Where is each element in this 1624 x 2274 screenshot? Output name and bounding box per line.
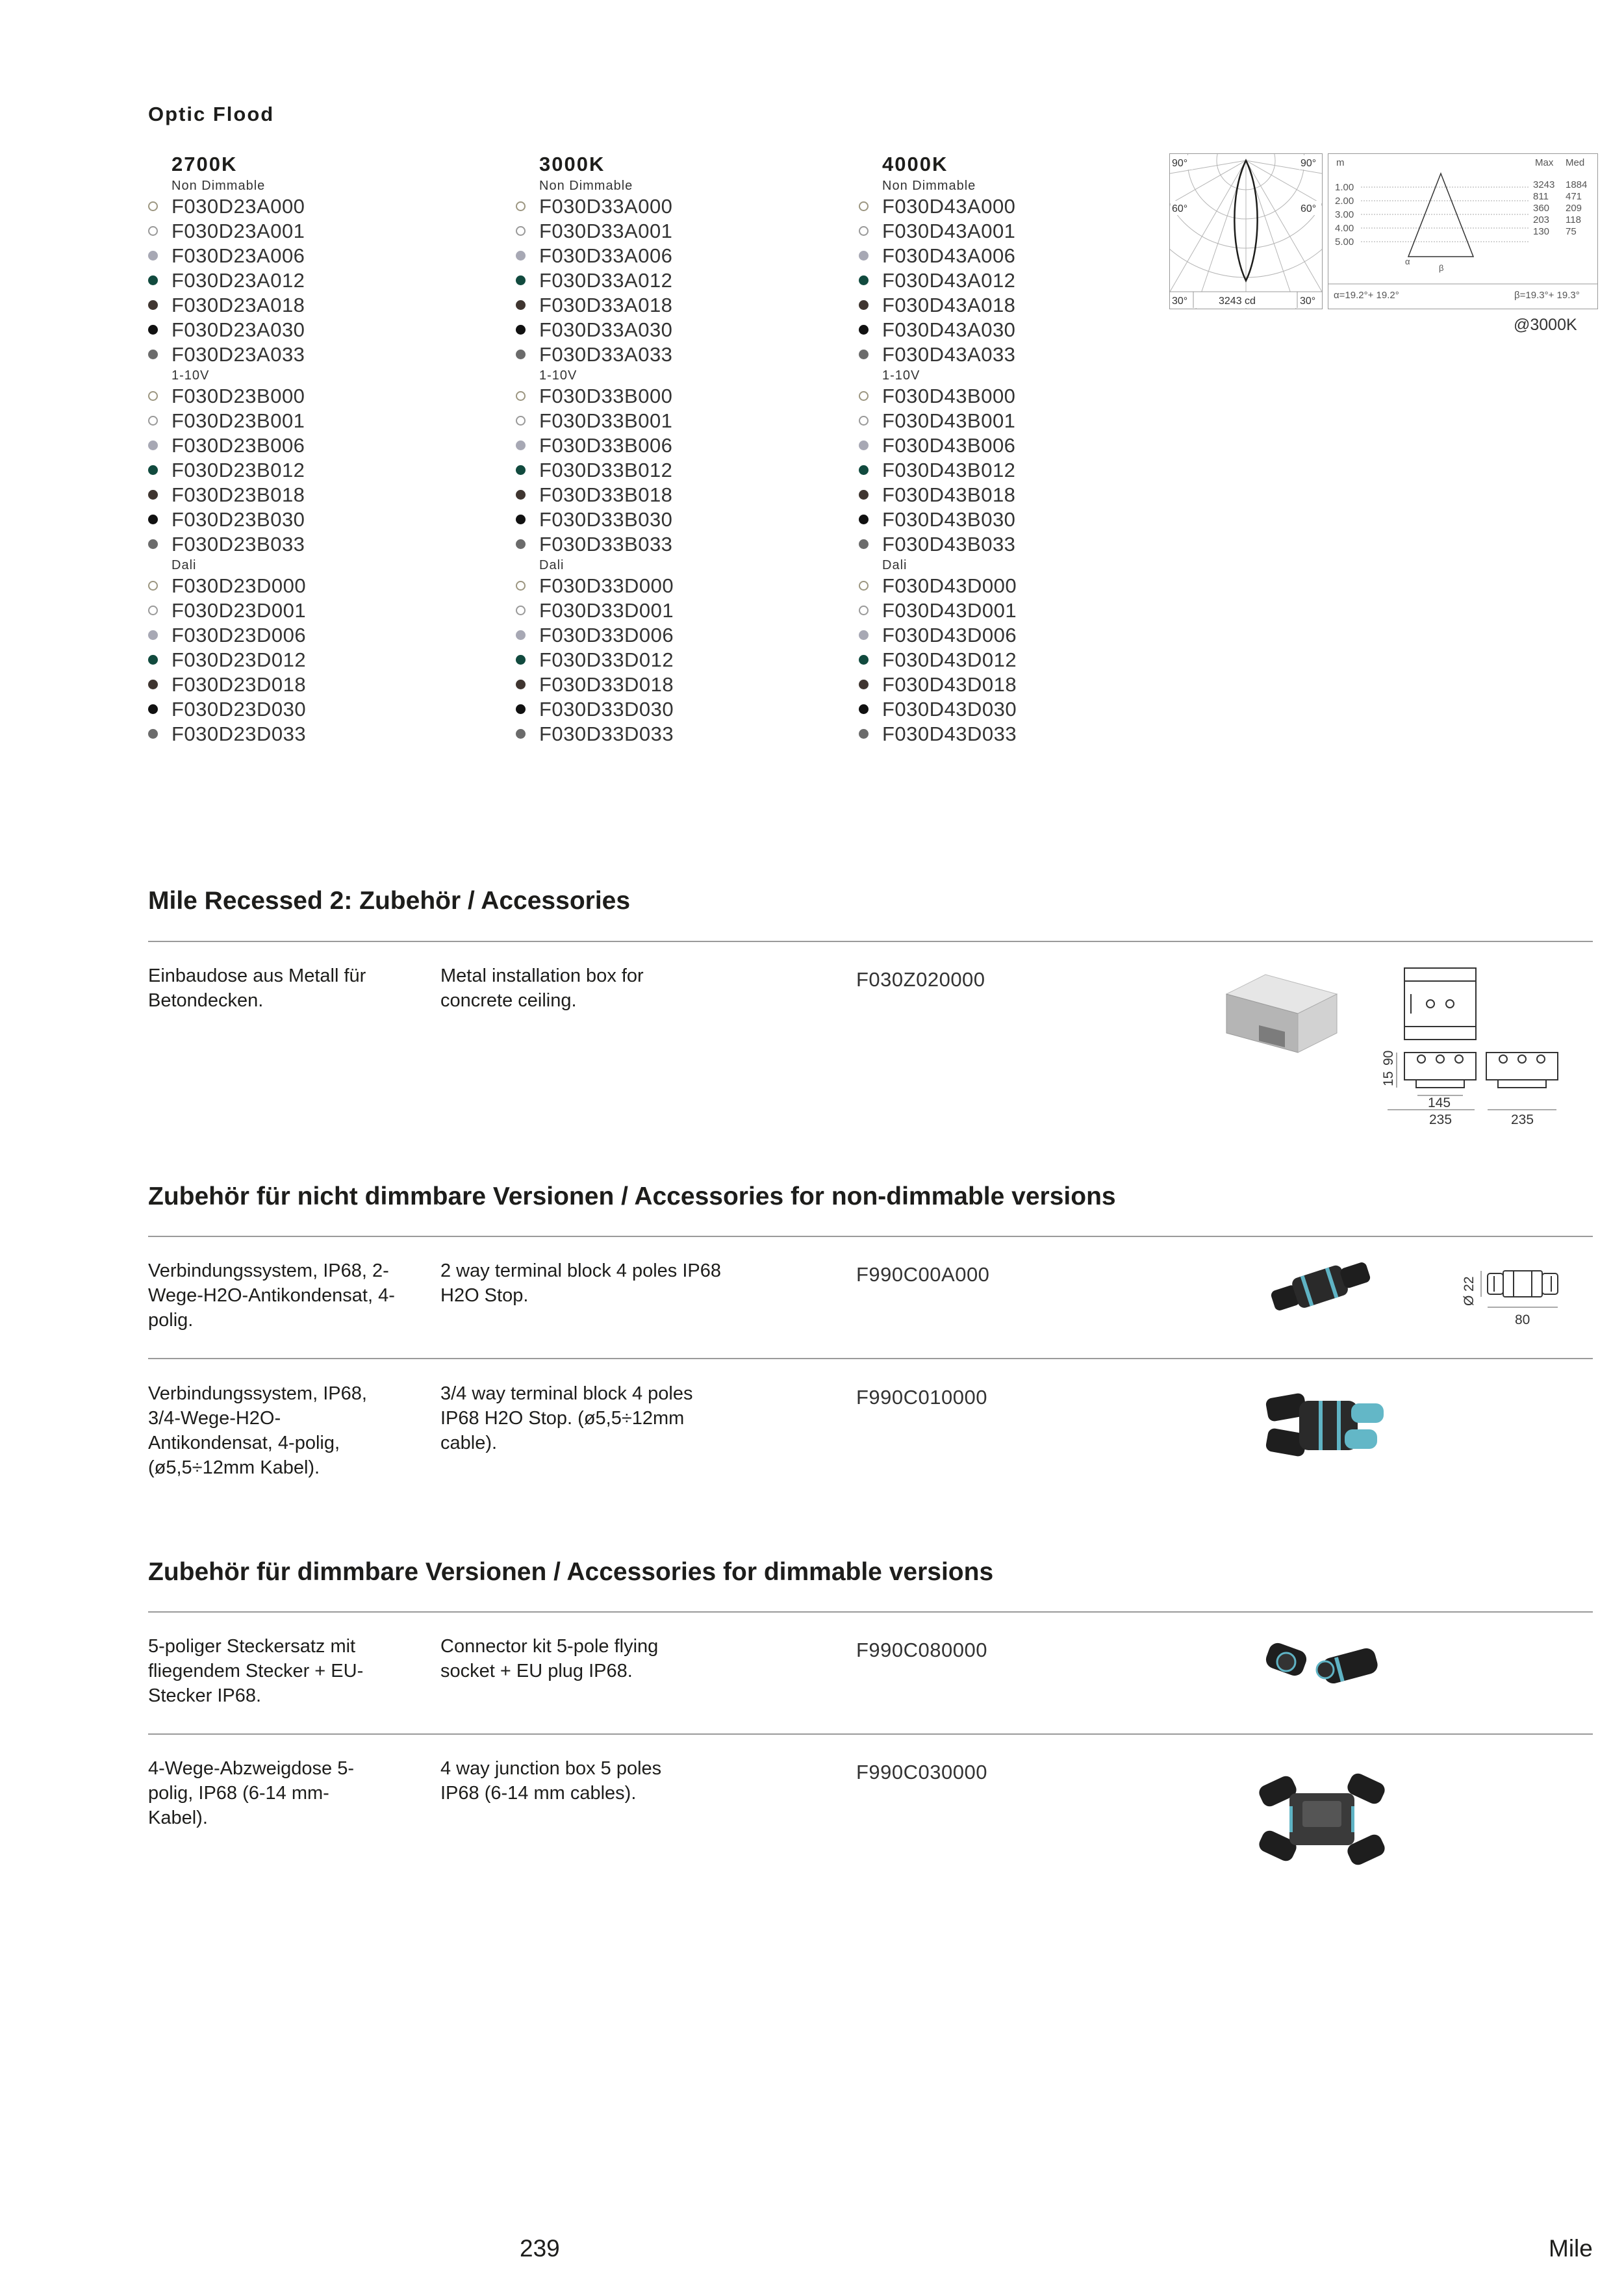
optic-title: Optic Flood: [148, 103, 275, 125]
finish-dot-green: [516, 465, 526, 475]
product-code: F030D43A012: [859, 268, 1017, 293]
product-column-2700k: [148, 151, 306, 747]
product-code: F030D23A001: [148, 219, 306, 244]
description-en: Connector kit 5-pole flying socket + EU plug IP68.: [440, 1636, 659, 1681]
product-code: F030D33B033: [516, 532, 674, 557]
polar-label: 60°: [1300, 203, 1317, 214]
finish-dot-grey: [148, 441, 158, 450]
cone-distance: 3.00: [1335, 209, 1354, 220]
product-code: F030D33D030: [516, 697, 674, 722]
product-code: F030D33A030: [516, 318, 674, 342]
cone-max-value: 130: [1533, 226, 1550, 237]
product-code: F030D23A018: [148, 293, 306, 318]
product-code: F030D33A000: [516, 194, 674, 219]
polar-label: 30°: [1172, 296, 1188, 307]
product-code: F030D43D000: [859, 574, 1017, 598]
divider: [148, 1733, 1593, 1735]
dimension-label: Ø 22: [1462, 1276, 1477, 1306]
product-code: F030D33D018: [516, 672, 674, 697]
product-code: F030D23A030: [148, 318, 306, 342]
polar-diagram: [1169, 153, 1323, 309]
finish-dot-brown: [859, 680, 869, 689]
section-title-recessed-accessories: Mile Recessed 2: Zubehör / Accessories: [148, 887, 631, 915]
product-code: F030D43B006: [859, 433, 1017, 458]
finish-dot-darkgrey: [148, 350, 158, 359]
cone-distance: 2.00: [1335, 196, 1354, 207]
product-code: F030D43B033: [859, 532, 1017, 557]
finish-dot-white: [148, 391, 158, 401]
dimension-label: 15: [1381, 1071, 1396, 1086]
finish-dot-green: [516, 655, 526, 665]
cone-max-value: 203: [1533, 214, 1550, 225]
product-code: F030D33B001: [516, 409, 674, 433]
divider: [148, 1236, 1593, 1237]
product-code: F030D33B006: [516, 433, 674, 458]
group-label: Non Dimmable: [539, 179, 633, 193]
divider: [148, 1358, 1593, 1359]
terminal-block-3-4way-image: [1254, 1377, 1397, 1475]
finish-dot-darkgrey: [516, 729, 526, 739]
finish-dot-brown: [516, 680, 526, 689]
accessory-code: F990C030000: [856, 1761, 987, 1783]
product-code: F030D33A018: [516, 293, 674, 318]
accessory-code: F990C010000: [856, 1386, 987, 1409]
product-code: F030D43A018: [859, 293, 1017, 318]
dimension-label: 235: [1511, 1112, 1534, 1127]
finish-dot-white: [148, 201, 158, 211]
description-en: 4 way junction box 5 poles IP68 (6-14 mm cables).: [440, 1758, 662, 1804]
dimension-label: 90: [1381, 1050, 1396, 1066]
finish-dot-brown: [148, 300, 158, 310]
product-code: F030D23B033: [148, 532, 306, 557]
description-de: 4-Wege-Abzweigdose 5-polig, IP68 (6-14 mm-Kabel).: [148, 1758, 355, 1828]
finish-dot-white: [859, 606, 869, 615]
finish-dot-darkgrey: [516, 539, 526, 549]
finish-dot-green: [148, 655, 158, 665]
product-code: F030D23D001: [148, 598, 306, 623]
product-code: F030D23A006: [148, 244, 306, 268]
cone-m-label: m: [1336, 157, 1345, 168]
product-column-4000k: [859, 151, 1017, 747]
cone-max-label: Max: [1535, 157, 1554, 168]
product-code: F030D23D018: [148, 672, 306, 697]
dimension-label: 145: [1428, 1095, 1451, 1110]
installation-box-drawing: [1364, 962, 1559, 1143]
cone-diagram: [1328, 153, 1598, 309]
finish-dot-grey: [516, 630, 526, 640]
product-code: F030D43B001: [859, 409, 1017, 433]
product-code: F030D23B012: [148, 458, 306, 483]
finish-dot-white: [516, 226, 526, 236]
finish-dot-white: [148, 226, 158, 236]
finish-dot-brown: [516, 300, 526, 310]
product-code: F030D33D000: [516, 574, 674, 598]
product-code: F030D33D033: [516, 722, 674, 747]
group-label: 1-10V: [882, 368, 920, 383]
finish-dot-green: [859, 275, 869, 285]
cone-max-value: 360: [1533, 203, 1550, 214]
product-code: F030D23B018: [148, 483, 306, 507]
group-label: 1-10V: [539, 368, 577, 383]
finish-dot-green: [859, 655, 869, 665]
product-code: F030D23D012: [148, 648, 306, 672]
accessory-code: F990C080000: [856, 1639, 987, 1661]
cone-med-value: 75: [1566, 226, 1577, 237]
finish-dot-green: [148, 275, 158, 285]
cone-distance: 5.00: [1335, 236, 1354, 248]
product-code: F030D33A006: [516, 244, 674, 268]
section-title-dimmable: Zubehör für dimmbare Versionen / Accessories for dimmable versions: [148, 1558, 994, 1586]
finish-dot-brown: [148, 490, 158, 500]
finish-dot-white: [516, 391, 526, 401]
product-code: F030D33B012: [516, 458, 674, 483]
group-label: Dali: [171, 558, 197, 572]
product-code: F030D23A012: [148, 268, 306, 293]
cone-med-value: 118: [1566, 214, 1581, 225]
finish-dot-black: [859, 325, 869, 335]
finish-dot-white: [859, 391, 869, 401]
group-label: Non Dimmable: [171, 179, 266, 193]
cone-med-label: Med: [1566, 157, 1585, 168]
product-code: F030D43D001: [859, 598, 1017, 623]
cone-max-value: 811: [1533, 191, 1549, 202]
finish-dot-white: [516, 606, 526, 615]
product-code: F030D33D006: [516, 623, 674, 648]
product-code: F030D43B000: [859, 384, 1017, 409]
finish-dot-darkgrey: [859, 539, 869, 549]
product-code: F030D33B000: [516, 384, 674, 409]
description-en: Metal installation box for concrete ceiling.: [440, 965, 644, 1011]
product-code: F030D43B030: [859, 507, 1017, 532]
product-code: F030D23D000: [148, 574, 306, 598]
product-code: F030D43A001: [859, 219, 1017, 244]
brand-name: Mile: [1549, 2235, 1593, 2262]
finish-dot-white: [859, 581, 869, 591]
description-de: Verbindungssystem, IP68, 2-Wege-H2O-Antikondensat, 4-polig.: [148, 1260, 395, 1331]
finish-dot-white: [148, 606, 158, 615]
cone-shape: [1408, 173, 1473, 257]
color-temperature: 4000K: [882, 153, 948, 175]
cone-alpha-symbol: α: [1405, 257, 1410, 266]
cone-med-value: 209: [1566, 203, 1582, 214]
description-de: 5-poliger Steckersatz mit fliegendem Stecker + EU-Stecker IP68.: [148, 1636, 364, 1706]
product-code: F030D23B006: [148, 433, 306, 458]
product-code: F030D43A030: [859, 318, 1017, 342]
finish-dot-darkgrey: [148, 539, 158, 549]
finish-dot-black: [148, 704, 158, 714]
finish-dot-black: [859, 704, 869, 714]
cone-alpha: α=19.2°+ 19.2°: [1334, 290, 1399, 301]
finish-dot-grey: [859, 630, 869, 640]
installation-box-image: [1213, 968, 1343, 1066]
product-code: F030D33A001: [516, 219, 674, 244]
polar-candela: 3243 cd: [1219, 296, 1256, 307]
divider: [148, 1611, 1593, 1613]
product-code: F030D33A033: [516, 342, 674, 367]
finish-dot-darkgrey: [516, 350, 526, 359]
cone-med-value: 1884: [1566, 179, 1588, 190]
product-code: F030D23D033: [148, 722, 306, 747]
finish-dot-black: [516, 325, 526, 335]
cone-max-value: 3243: [1533, 179, 1555, 190]
product-code: F030D43B018: [859, 483, 1017, 507]
dimension-label: 80: [1515, 1312, 1530, 1327]
product-code: F030D43B012: [859, 458, 1017, 483]
terminal-block-drawing: [1442, 1260, 1592, 1332]
finish-dot-brown: [516, 490, 526, 500]
product-code: F030D33B030: [516, 507, 674, 532]
product-code: F030D43A006: [859, 244, 1017, 268]
finish-dot-grey: [516, 441, 526, 450]
finish-dot-darkgrey: [148, 729, 158, 739]
finish-dot-black: [516, 515, 526, 524]
product-code: F030D23D030: [148, 697, 306, 722]
product-code: F030D33B018: [516, 483, 674, 507]
product-code: F030D43D030: [859, 697, 1017, 722]
finish-dot-grey: [148, 251, 158, 261]
junction-box-image: [1250, 1767, 1393, 1878]
finish-dot-darkgrey: [859, 350, 869, 359]
cone-distance: 1.00: [1335, 182, 1354, 193]
group-label: Dali: [882, 558, 907, 572]
finish-dot-green: [516, 275, 526, 285]
finish-dot-brown: [859, 300, 869, 310]
finish-dot-green: [148, 465, 158, 475]
terminal-block-2way-image: [1265, 1254, 1376, 1319]
finish-dot-brown: [148, 680, 158, 689]
description-en: 2 way terminal block 4 poles IP68 H2O Stop.: [440, 1260, 721, 1306]
section-title-non-dimmable: Zubehör für nicht dimmbare Versionen / Accessories for non-dimmable versions: [148, 1182, 1116, 1210]
finish-dot-green: [859, 465, 869, 475]
finish-dot-darkgrey: [859, 729, 869, 739]
color-temperature: 2700K: [171, 153, 238, 175]
page-number: 239: [520, 2235, 560, 2262]
cone-beta-symbol: β: [1439, 263, 1444, 273]
finish-dot-brown: [859, 490, 869, 500]
finish-dot-black: [516, 704, 526, 714]
accessory-code: F030Z020000: [856, 968, 985, 991]
product-code: F030D43A033: [859, 342, 1017, 367]
polar-label: 30°: [1300, 296, 1316, 307]
group-label: Non Dimmable: [882, 179, 976, 193]
product-column-3000k: [516, 151, 674, 747]
finish-dot-black: [148, 515, 158, 524]
cone-med-value: 471: [1566, 191, 1582, 202]
dimension-label: 235: [1429, 1112, 1453, 1127]
finish-dot-black: [859, 515, 869, 524]
finish-dot-white: [516, 416, 526, 426]
description-de: Verbindungssystem, IP68, 3/4-Wege-H2O-Antikondensat, 4-polig, (ø5,5÷12mm Kabel).: [148, 1383, 367, 1478]
group-label: 1-10V: [171, 368, 210, 383]
product-code: F030D33D001: [516, 598, 674, 623]
color-temperature-note: @3000K: [1514, 316, 1577, 334]
description-en: 3/4 way terminal block 4 poles IP68 H2O Stop. (ø5,5÷12mm cable).: [440, 1383, 693, 1453]
finish-dot-black: [148, 325, 158, 335]
finish-dot-white: [859, 201, 869, 211]
group-label: Dali: [539, 558, 565, 572]
product-code: F030D43D012: [859, 648, 1017, 672]
product-code: F030D23A000: [148, 194, 306, 219]
product-code: F030D23A033: [148, 342, 306, 367]
accessory-code: F990C00A000: [856, 1263, 990, 1286]
finish-dot-white: [859, 226, 869, 236]
product-code: F030D43D018: [859, 672, 1017, 697]
product-code: F030D23B001: [148, 409, 306, 433]
finish-dot-grey: [516, 251, 526, 261]
product-code: F030D23B030: [148, 507, 306, 532]
divider: [148, 941, 1593, 942]
cone-beta: β=19.3°+ 19.3°: [1514, 290, 1580, 301]
connector-kit-image: [1260, 1637, 1390, 1696]
product-code: F030D33A012: [516, 268, 674, 293]
finish-dot-white: [148, 416, 158, 426]
product-code: F030D43A000: [859, 194, 1017, 219]
cone-distance: 4.00: [1335, 223, 1354, 234]
product-code: F030D43D033: [859, 722, 1017, 747]
description-de: Einbaudose aus Metall für Betondecken.: [148, 965, 366, 1011]
finish-dot-grey: [148, 630, 158, 640]
finish-dot-grey: [859, 441, 869, 450]
product-code: F030D43D006: [859, 623, 1017, 648]
polar-label: 60°: [1172, 203, 1188, 214]
product-code: F030D23B000: [148, 384, 306, 409]
finish-dot-white: [516, 581, 526, 591]
product-code: F030D23D006: [148, 623, 306, 648]
polar-label: 90°: [1300, 158, 1317, 169]
product-code: F030D33D012: [516, 648, 674, 672]
finish-dot-white: [516, 201, 526, 211]
finish-dot-white: [859, 416, 869, 426]
polar-label: 90°: [1172, 158, 1188, 169]
color-temperature: 3000K: [539, 153, 605, 175]
finish-dot-white: [148, 581, 158, 591]
finish-dot-grey: [859, 251, 869, 261]
